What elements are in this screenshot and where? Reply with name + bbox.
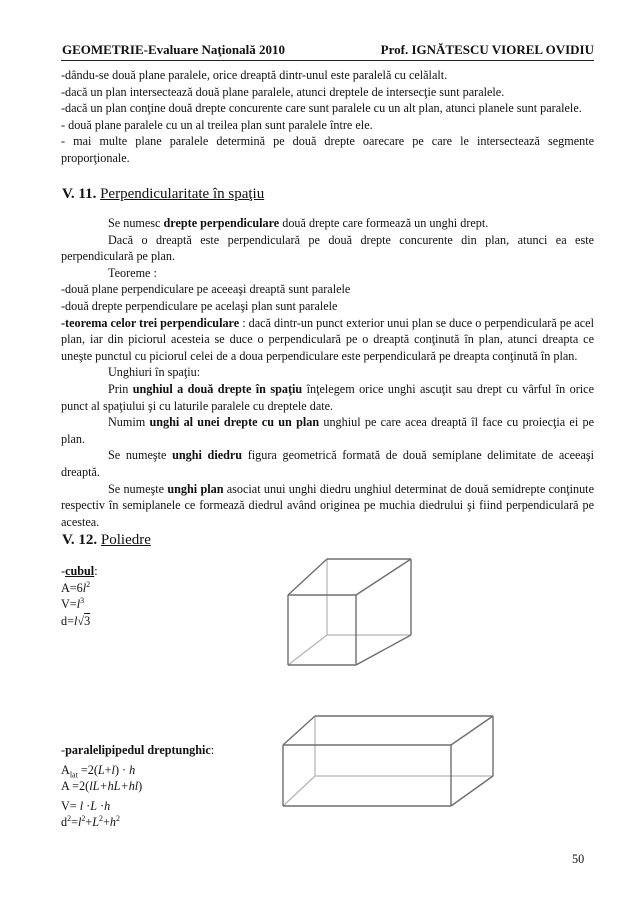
cuboid-diagonal-formula: $d^2=l^2+L^2+h^2$ — [61, 814, 120, 830]
plane-angle: Se numeşte unghi plan asociat unui unghi diedru unghiul determinat de două semidrepte conţinute respectiv în semiplanele ce formează diedrul având originea pe muchia diedrului şi fiind perpendiculară pe acestea. — [61, 481, 594, 529]
cube-edge — [288, 559, 327, 595]
intro-line: - două plane paralele cu un al treilea plan sunt paralele între ele. — [61, 117, 373, 132]
cube-area-formula: $A=6l^2$ — [61, 579, 91, 595]
cube-label: -cubul: — [61, 564, 98, 578]
page-header — [61, 42, 594, 61]
section-title: Poliedre — [100, 532, 151, 548]
angle-two-lines: Prin unghiul a două drepte în spaţiu înţelegem orice unghi ascuţit sau drept cu vârful în orice punct al spaţiului şi cu laturile paralele cu dreptele date. — [61, 381, 594, 413]
cuboid-lateral-area-formula: $A_{lat} =2(L+l) \cdot h$ — [61, 762, 136, 780]
cube-formulas — [61, 563, 98, 629]
cuboid-hidden-edge — [283, 776, 315, 806]
cuboid-volume-formula: V= l ·L ·h — [61, 798, 111, 813]
cuboid-edge — [451, 716, 493, 745]
dihedral-angle: Se numeşte unghi diedru figura geometrică formată de două semiplane delimitate de aceeaşi dreaptă. — [61, 448, 594, 479]
section-number: V. 11. — [62, 186, 97, 202]
angles-label: Unghiuri în spaţiu: — [108, 365, 201, 380]
cube-hidden-edge — [288, 635, 327, 665]
section-v11-body — [61, 215, 594, 530]
header-subject: GEOMETRIE-Evaluare Naţională 2010 — [62, 42, 285, 57]
intro-line: - mai multe plane paralele determină pe două drepte oarecare pe care le intersectează segmente proporţionale. — [61, 134, 594, 165]
section-heading-v12 — [62, 532, 151, 549]
cube-diagonal-formula: d=l√3 — [61, 613, 91, 628]
cuboid-total-area-formula: A =2(lL+hL+hl) — [61, 779, 143, 794]
intro-line: -dându-se două plane paralele, orice dreaptă dintr-unul este paralelă cu celălalt. — [61, 68, 448, 82]
intro-line: -dacă un plan conţine două drepte concurente care sunt paralele cu un alt plan, atunci planele sunt paralele. — [61, 101, 582, 116]
intro-line: -dacă un plan intersectează două plane paralele, atunci dreptele de intersecţie sunt paralele. — [61, 84, 505, 99]
definition-perpendicular: Se numesc drepte perpendiculare două drepte care formează un unghi drept. — [108, 216, 489, 230]
cube-edge — [356, 559, 411, 595]
section-title: Perpendicularitate în spaţiu — [100, 186, 265, 202]
cube-figure — [285, 557, 415, 669]
angle-line-plane: Numim unghi al unei drepte cu un plan unghiul pe care acea dreaptă îl face cu proiecţia ei pe plan. — [61, 415, 594, 446]
theorem-three-perpendiculars: -teorema celor trei perpendiculare : dacă dintr-un punct exterior unui plan se duce o perpendiculară pe acel plan, iar din piciorul acesteia se duce o perpendiculară pe o dreaptă conţinută în plan, atunci dreapta ce uneşte punctul cu piciorul celei de a doua perpendiculare este perpendiculară pe dreapta conţinută în plan. — [61, 315, 594, 363]
section-heading-v11 — [62, 186, 264, 203]
cube-edge — [356, 635, 411, 665]
cuboid-formulas — [61, 742, 214, 831]
theorem-2: -două drepte perpendiculare pe acelaşi plan sunt paralele — [61, 298, 338, 313]
page-number: 50 — [572, 852, 585, 866]
line-perpendicular-plane: Dacă o dreaptă este perpendiculară pe două drepte concurente din plan, atunci ea este perpendiculară pe plan. — [61, 232, 594, 264]
section-number: V. 12. — [62, 532, 98, 548]
cuboid-label: -paralelipipedul dreptunghic: — [61, 743, 215, 757]
cuboid-edge — [283, 716, 315, 745]
theorem-1: -două plane perpendiculare pe aceeaşi dreaptă sunt paralele — [61, 282, 351, 297]
header-author: Prof. IGNĂTESCU VIOREL OVIDIU — [380, 42, 594, 57]
cube-volume-formula: $V=l^3$ — [61, 596, 85, 612]
intro-properties — [61, 67, 594, 167]
cuboid-figure — [280, 713, 498, 810]
cuboid-edge — [451, 776, 493, 806]
theorems-label: Teoreme : — [108, 265, 157, 280]
